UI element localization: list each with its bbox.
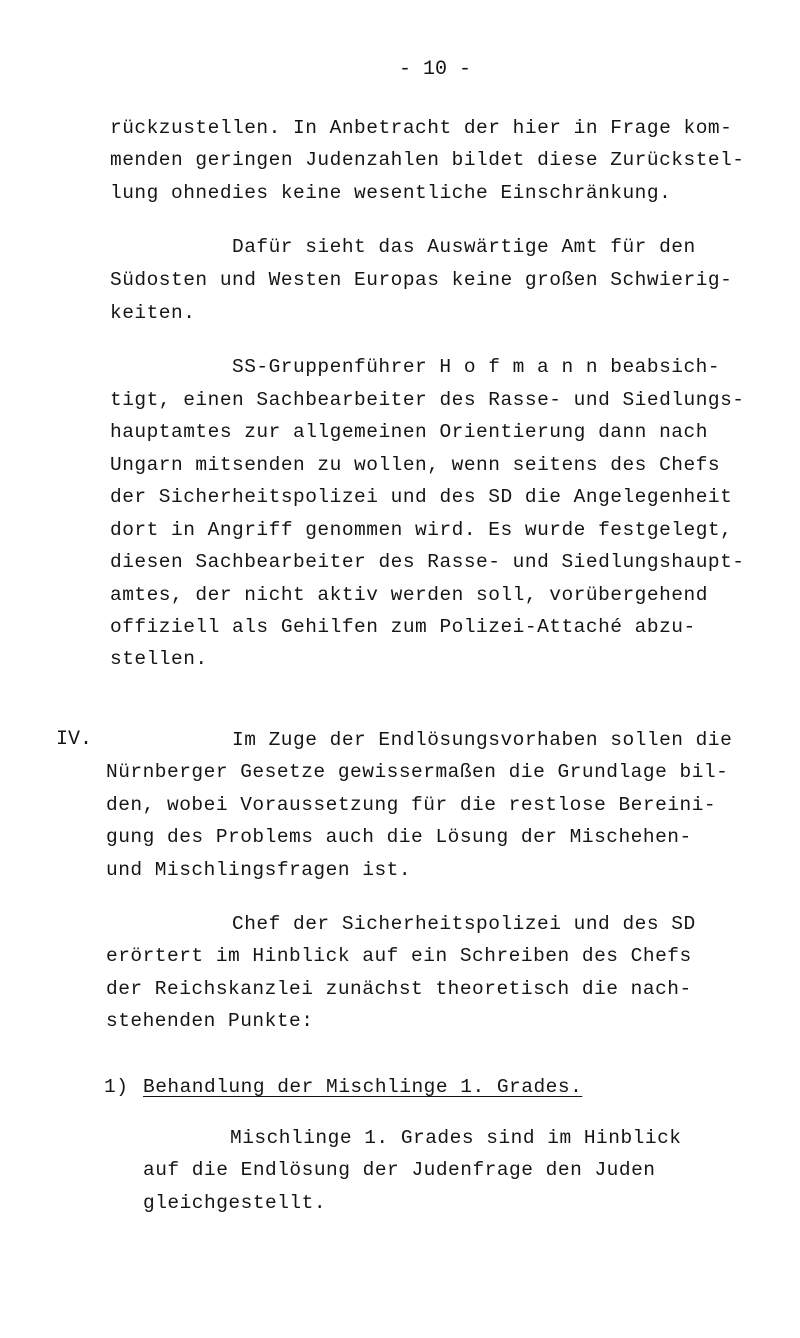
paragraph-line: Chef der Sicherheitspolizei und des SD	[232, 913, 696, 935]
paragraph-line: dort in Angriff genommen wird. Es wurde festgelegt,	[110, 519, 733, 541]
paragraph-line: offiziell als Gehilfen zum Polizei-Attaché abzu-	[110, 616, 696, 638]
paragraph-line: Mischlinge 1. Grades sind im Hinblick	[230, 1127, 682, 1149]
paragraph-line: den, wobei Voraussetzung für die restlose Bereini-	[106, 794, 717, 816]
paragraph-line: rückzustellen. In Anbetracht der hier in Frage kom-	[110, 117, 733, 139]
paragraph-line: stellen.	[110, 648, 208, 670]
paragraph-line: gung des Problems auch die Lösung der Mischehen-	[106, 826, 692, 848]
paragraph-line: Dafür sieht das Auswärtige Amt für den	[232, 236, 696, 258]
section-numeral: IV.	[56, 728, 93, 751]
item-number: 1)	[104, 1076, 129, 1098]
paragraph-line: und Mischlingsfragen ist.	[106, 859, 412, 881]
paragraph-line: tigt, einen Sachbearbeiter des Rasse- und Siedlungs-	[110, 389, 745, 411]
page-number: - 10 -	[398, 58, 471, 81]
paragraph-line: hauptamtes zur allgemeinen Orientierung dann nach	[110, 421, 708, 443]
paragraph-line: gleichgestellt.	[143, 1192, 327, 1214]
paragraph-line: Südosten und Westen Europas keine großen Schwierig-	[110, 269, 733, 291]
paragraph-line: Im Zuge der Endlösungsvorhaben sollen die	[232, 729, 733, 751]
paragraph-line: Ungarn mitsenden zu wollen, wenn seitens des Chefs	[110, 454, 721, 476]
paragraph-line: menden geringen Judenzahlen bildet diese Zurückstel-	[110, 149, 745, 171]
paragraph-line: auf die Endlösung der Judenfrage den Juden	[143, 1159, 656, 1181]
item-heading: Behandlung der Mischlinge 1. Grades.	[143, 1076, 583, 1098]
paragraph-line: der Sicherheitspolizei und des SD die Angelegenheit	[110, 486, 733, 508]
paragraph-line: Nürnberger Gesetze gewissermaßen die Grundlage bil-	[106, 761, 729, 783]
paragraph-line: keiten.	[110, 302, 196, 324]
paragraph-line: erörtert im Hinblick auf ein Schreiben des Chefs	[106, 945, 692, 967]
paragraph-line: diesen Sachbearbeiter des Rasse- und Siedlungshaupt-	[110, 551, 745, 573]
paragraph-line: lung ohnedies keine wesentliche Einschränkung.	[110, 182, 672, 204]
paragraph-line: der Reichskanzlei zunächst theoretisch die nach-	[106, 978, 692, 1000]
paragraph-line: SS-Gruppenführer H o f m a n n beabsich-	[232, 356, 721, 378]
paragraph-line: stehenden Punkte:	[106, 1010, 314, 1032]
paragraph-line: amtes, der nicht aktiv werden soll, vorübergehend	[110, 584, 708, 606]
